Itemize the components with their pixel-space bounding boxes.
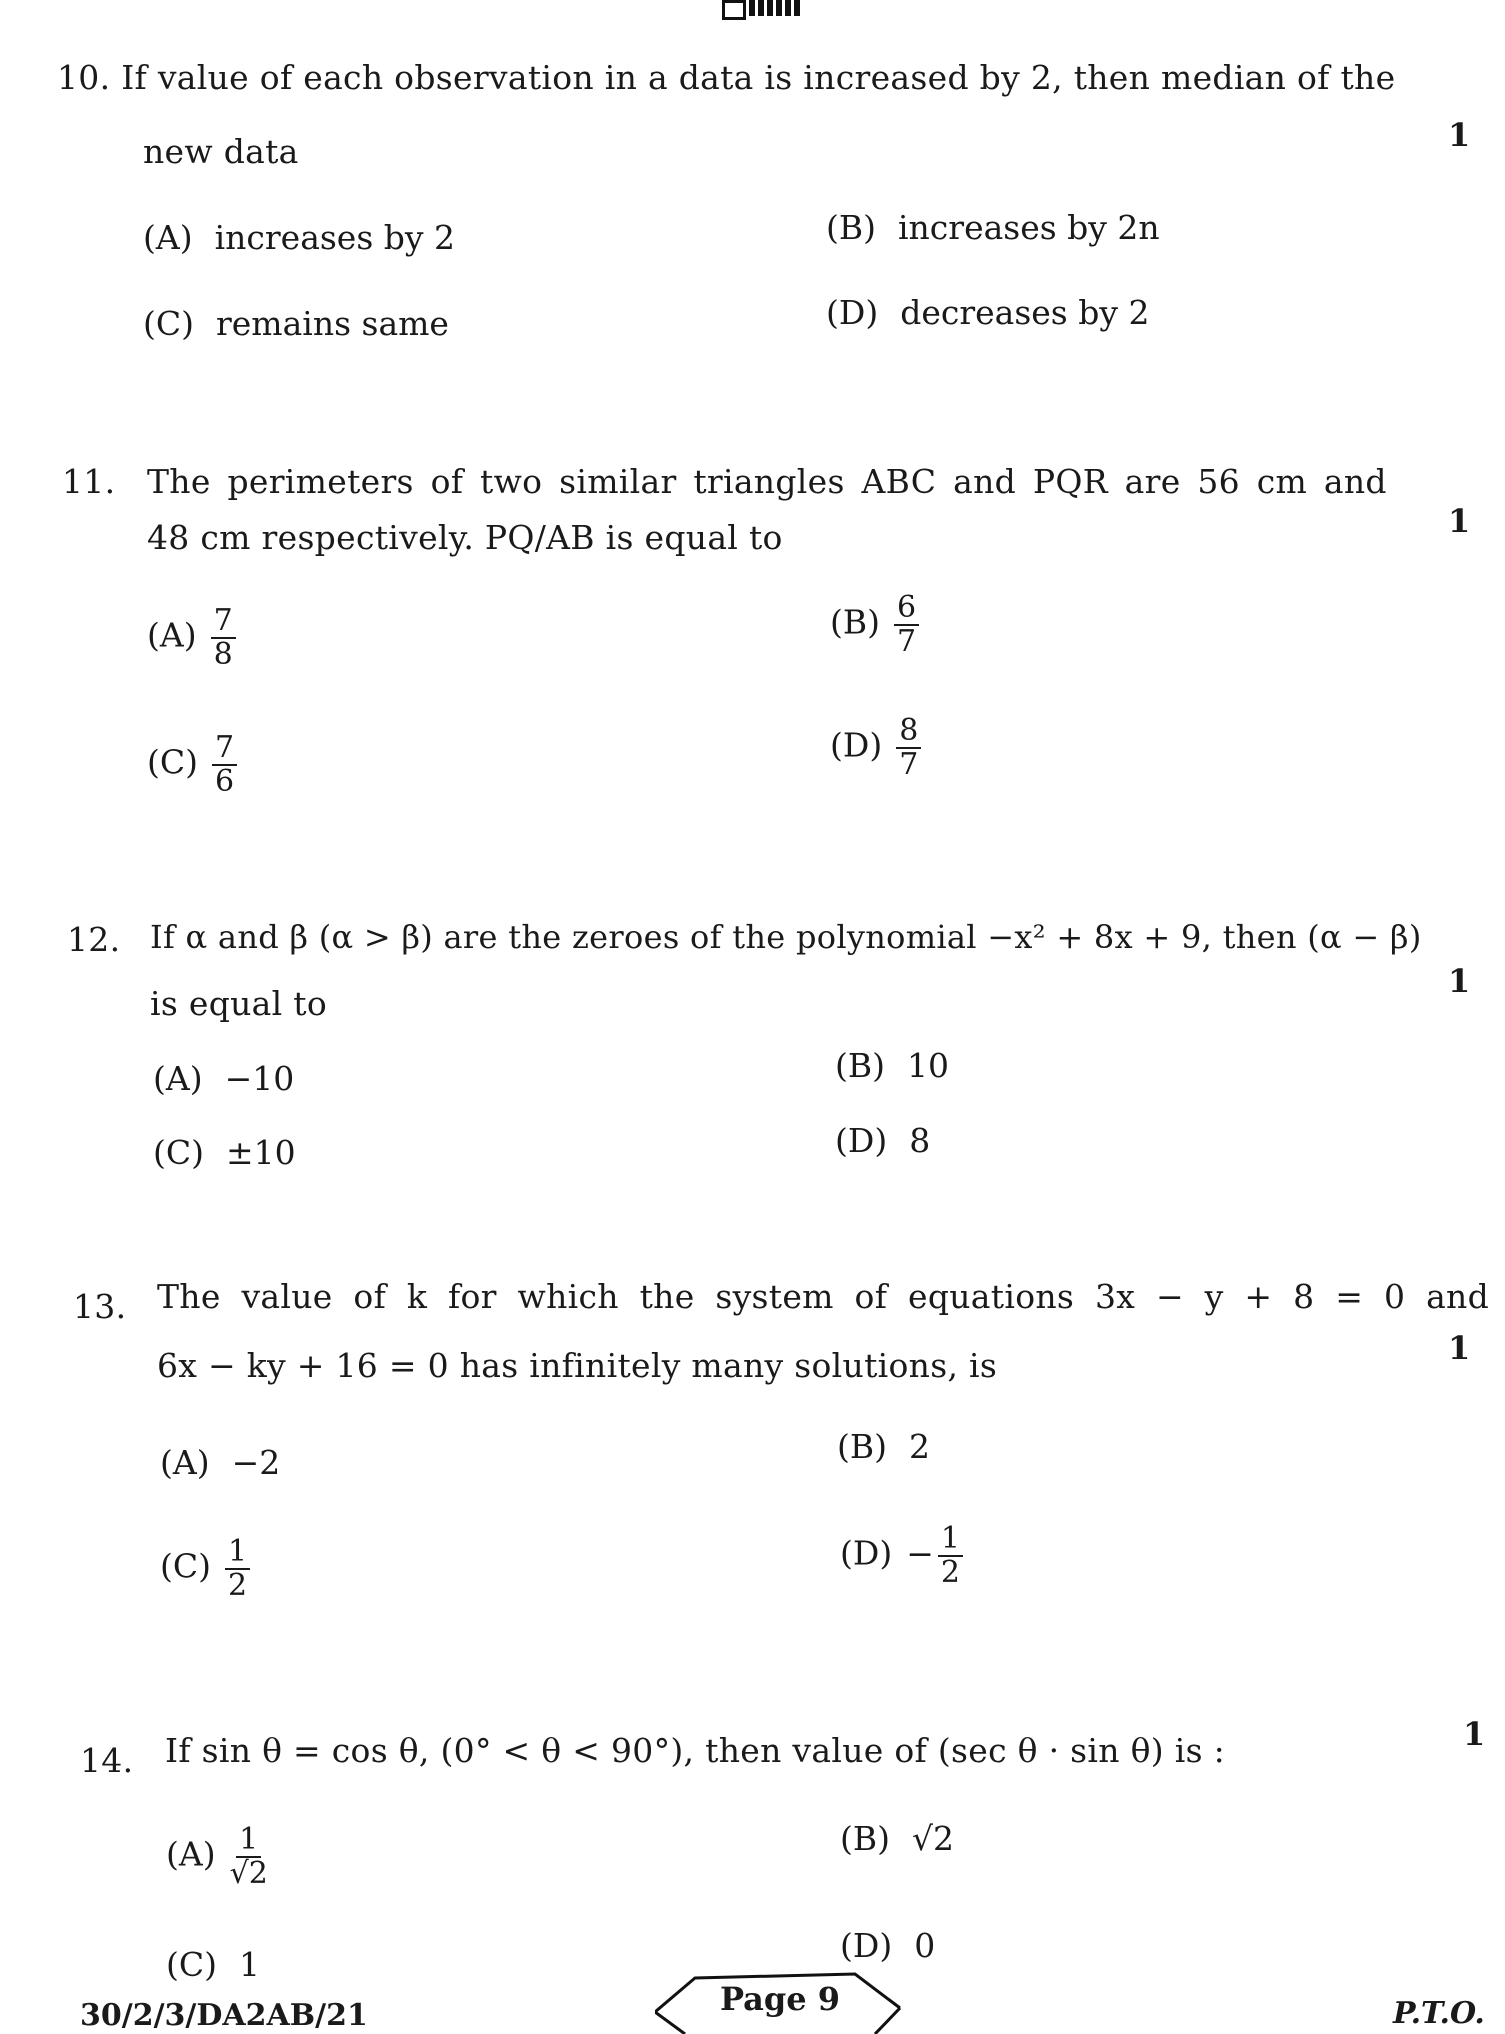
q14-option-c[interactable]: (C) 1 — [166, 1945, 260, 1984]
question-12-marks: 1 — [1448, 962, 1471, 1000]
q14-option-b[interactable]: (B) √2 — [840, 1819, 955, 1858]
fraction: $\frac{7}{8}$ — [211, 605, 236, 670]
question-12-line-2: is equal to — [150, 984, 328, 1023]
q12-option-c[interactable]: (C) ±10 — [153, 1133, 296, 1172]
q13-option-d[interactable]: (D) − $\frac{1}{2}$ — [840, 1523, 963, 1588]
question-10-line-2: new data — [143, 132, 299, 171]
q12-option-b[interactable]: (B) 10 — [835, 1046, 949, 1085]
q11-option-c[interactable]: (C) $\frac{7}{6}$ — [147, 732, 237, 797]
question-11-line-1: The perimeters of two similar triangles ABC and PQR are 56 cm and — [147, 462, 1387, 501]
q10-option-a[interactable]: (A) increases by 2 — [143, 218, 456, 257]
question-10-marks: 1 — [1448, 116, 1471, 154]
q13-option-a[interactable]: (A) −2 — [160, 1443, 281, 1482]
question-14-number: 14. — [80, 1741, 134, 1780]
page-number-badge — [655, 1968, 905, 2034]
fraction: $\frac{8}{7}$ — [896, 715, 921, 780]
question-13-number: 13. — [73, 1287, 127, 1326]
fraction: $\frac{7}{6}$ — [212, 732, 237, 797]
q13-option-b[interactable]: (B) 2 — [837, 1427, 930, 1466]
q11-option-b[interactable]: (B) $\frac{6}{7}$ — [830, 592, 919, 657]
qr-code — [722, 0, 800, 16]
please-turn-over: P.T.O. — [1393, 1996, 1485, 2031]
paper-code: 30/2/3/DA2AB/21 — [80, 1998, 368, 2033]
q10-option-d[interactable]: (D) decreases by 2 — [826, 293, 1150, 332]
question-14-line-1: If sin θ = cos θ, (0° < θ < 90°), then value of (sec θ · sin θ) is : — [165, 1731, 1226, 1770]
question-13-line-2: 6x − ky + 16 = 0 has infinitely many solutions, is — [157, 1346, 998, 1385]
fraction: $\frac{1}{2}$ — [225, 1536, 250, 1601]
q12-option-a[interactable]: (A) −10 — [153, 1059, 295, 1098]
question-11-line-2: 48 cm respectively. PQ/AB is equal to — [147, 518, 783, 557]
q14-option-d[interactable]: (D) 0 — [840, 1926, 936, 1965]
q13-option-c[interactable]: (C) $\frac{1}{2}$ — [160, 1536, 250, 1601]
question-13-marks: 1 — [1448, 1329, 1471, 1367]
question-12-line-1: If α and β (α > β) are the zeroes of the polynomial −x² + 8x + 9, then (α − β) — [150, 918, 1422, 956]
question-12-number: 12. — [67, 920, 121, 959]
q10-option-c[interactable]: (C) remains same — [143, 304, 449, 343]
question-13-line-1: The value of k for which the system of equations 3x − y + 8 = 0 and — [157, 1277, 1490, 1316]
fraction: $\frac{1}{√2}$ — [229, 1822, 268, 1891]
q10-option-b[interactable]: (B) increases by 2n — [826, 208, 1160, 247]
q14-option-a[interactable]: (A) $\frac{1}{√2}$ — [166, 1822, 268, 1891]
page-number: Page 9 — [719, 1980, 841, 2018]
q11-option-a[interactable]: (A) $\frac{7}{8}$ — [147, 605, 236, 670]
question-14-marks: 1 — [1463, 1715, 1486, 1753]
q12-option-d[interactable]: (D) 8 — [835, 1121, 931, 1160]
fraction: $\frac{1}{2}$ — [938, 1523, 963, 1588]
question-11-number: 11. — [62, 462, 116, 501]
q11-option-d[interactable]: (D) $\frac{8}{7}$ — [830, 715, 921, 780]
question-11-marks: 1 — [1448, 502, 1471, 540]
question-10-line-1: 10. If value of each observation in a data is increased by 2, then median of the — [57, 58, 1396, 97]
fraction: $\frac{6}{7}$ — [894, 592, 919, 657]
